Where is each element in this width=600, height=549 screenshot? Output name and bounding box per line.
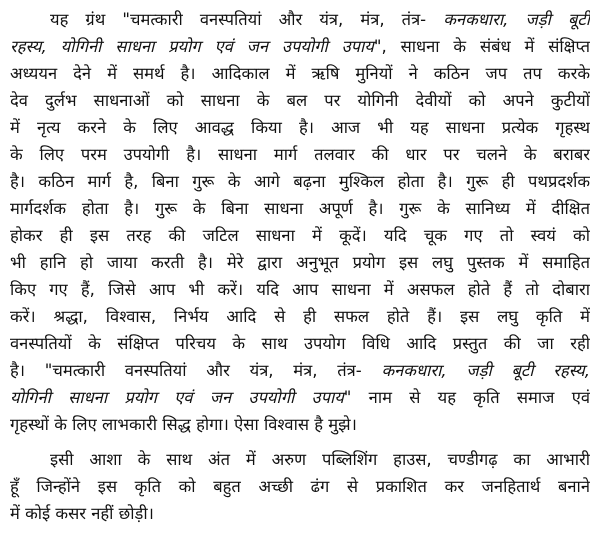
text-line [10,446,590,473]
body-text: करें। श्रद्धा, विश्वास, निर्भय आदि से ही सफल होते हैं। इस लघु कृति में [10,307,590,326]
text-line [10,60,590,87]
text-line [10,249,590,276]
text-line [10,303,590,330]
text-line [10,276,590,303]
text-line [10,473,590,500]
body-text: मार्गदर्शक होता है। गुरू के बिना साधना अपूर्ण है। गुरू के सानिध्य में दीक्षित [10,199,590,218]
body-text: अध्ययन देने में समर्थ है। आदिकाल में ऋषि मुनियों ने कठिन जप तप करके [10,64,590,83]
body-text: भी हानि हो जाया करती है। मेरे द्वारा अनुभूत प्रयोग इस लघु पुस्तक में समाहित [10,253,590,272]
body-text: वनस्पतियों के संक्षिप्त परिचय के साथ उपयोग विधि आदि प्रस्तुत की जा रही [10,334,590,353]
text-line [10,384,590,411]
body-text: होकर ही इस तरह की जटिल साधना में कूदें। यदि चूक गए तो स्वयं को [10,226,590,245]
body-text: में कोई कसर नहीं छोड़ी। [10,504,154,523]
body-text: के लिए परम उपयोगी है। साधना मार्ग तलवार की धार पर चलने के बराबर [10,145,590,164]
body-text: इसी आशा के साथ अंत में अरुण पब्लिशिंग हाउस, चण्डीगढ़ का आभारी [50,450,590,469]
text-line [10,33,590,60]
body-text: देव दुर्लभ साधनाओं को साधना के बल पर योगिनी देवीयों को अपने कुटीयों [10,91,590,110]
body-text: यह ग्रंथ "चमत्कारी वनस्पतियां और यंत्र, मंत्र, तंत्र- [50,10,444,29]
body-text: " नाम से यह कृति समाज एवं [343,388,590,407]
text-line [10,357,590,384]
text-line [10,411,590,438]
italic-title-text: रहस्य, योगिनी साधना प्रयोग एवं जन उपयोगी उपाय [10,37,374,56]
text-line [10,500,590,527]
body-text: गृहस्थों के लिए लाभकारी सिद्ध होगा। ऐसा विश्वास है मुझे। [10,415,357,434]
body-text: है। "चमत्कारी वनस्पतियां और यंत्र, मंत्र, तंत्र- [10,361,382,380]
body-text: है। कठिन मार्ग है, बिना गुरू के आगे बढ़ना मुश्किल होता है। गुरू ही पथप्रदर्शक [10,172,590,191]
body-text: ", साधना के संबंध में संक्षिप्त [373,37,590,56]
text-line [10,168,590,195]
text-line [10,195,590,222]
text-line [10,6,590,33]
paragraph [10,6,590,438]
body-text: किए गए हैं, जिसे आप भी करें। यदि आप साधना में असफल होते हैं तो दोबारा [10,280,590,299]
italic-title-text: योगिनी साधना प्रयोग एवं जन उपयोगी उपाय [10,388,344,407]
text-line [10,330,590,357]
text-line [10,222,590,249]
text-line [10,114,590,141]
paragraph [10,446,590,527]
text-line [10,87,590,114]
body-text: हूँ जिन्होंने इस कृति को बहुत अच्छी ढंग से प्रकाशित कर जनहितार्थ बनाने [10,477,590,496]
text-line [10,141,590,168]
body-text: में नृत्य करने के लिए आवद्ध किया है। आज भी यह साधना प्रत्येक गृहस्थ [10,118,590,137]
italic-title-text: कनकधारा, जड़ी बूटी [443,10,590,29]
italic-title-text: कनकधारा, जड़ी बूटी रहस्य, [381,361,590,380]
